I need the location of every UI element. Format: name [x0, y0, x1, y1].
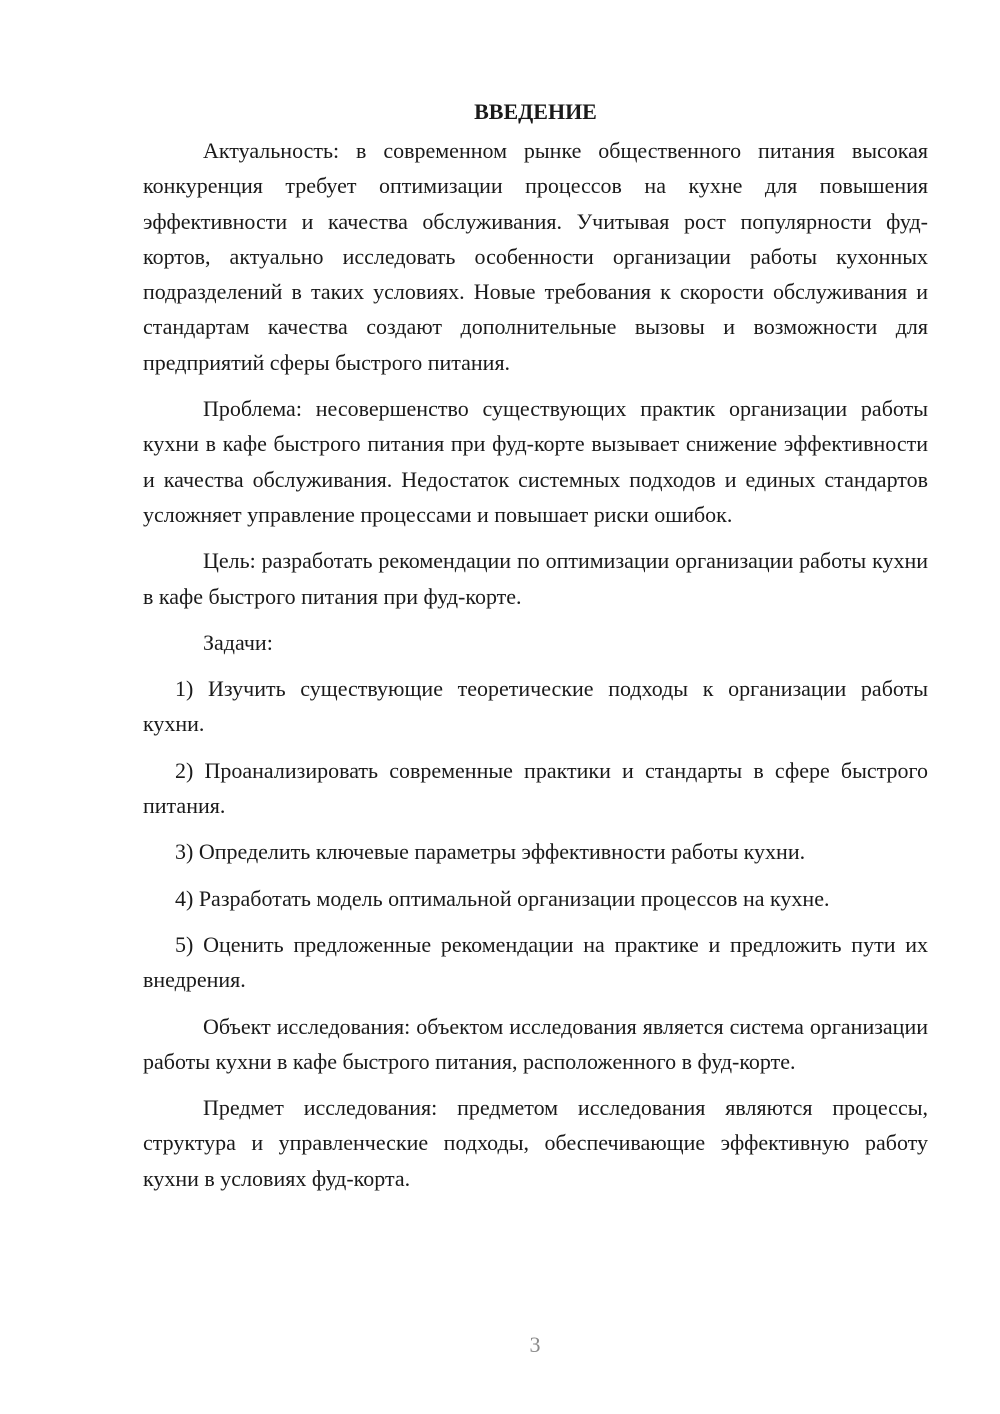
task-item: 5) Оценить предложенные рекомендации на практике и предложить пути их внедрения. [143, 931, 928, 993]
page-content [143, 94, 928, 1207]
task-item: 2) Проанализировать современные практики и стандарты в сфере быстрого питания. [143, 757, 928, 819]
task-item: 3) Определить ключевые параметры эффективности работы кухни. [175, 839, 806, 865]
task-item: 1) Изучить существующие теоретические подходы к организации работы кухни. [143, 676, 928, 737]
section-heading: ВВЕДЕНИЕ [474, 99, 597, 124]
paragraph-problem: Проблема: несовершенство существующих практик организации работы кухни в кафе быстрого питания при фуд-корте вызывает снижение эффективности и качества обслуживания. Недостаток системных подходов и единых стандартов усложняет управление процессами и повышает риски ошибок. [143, 396, 928, 527]
page-number: 3 [529, 1332, 541, 1357]
paragraph-subject: Предмет исследования: предметом исследования являются процессы, структура и управленческие подходы, обеспечивающие эффективную работу кухни в условиях фуд-корта. [143, 1095, 928, 1191]
task-item: 4) Разработать модель оптимальной организации процессов на кухне. [175, 885, 830, 911]
paragraph-relevance: Актуальность: в современном рынке общественного питания высокая конкуренция требует оптимизации процессов на кухне для повышения эффективности и качества обслуживания. Учитывая рост популярности фуд-кортов, актуально исследовать особенности организации работы кухонных подразделений в таких условиях. Новые требования к скорости обслуживания и стандартам качества создают дополнительные вызовы и возможности для предприятий сферы быстрого питания. [143, 138, 928, 375]
paragraph-tasks-label: Задачи: [203, 629, 273, 655]
paragraph-goal: Цель: разработать рекомендации по оптимизации организации работы кухни в кафе быстрого питания при фуд-корте. [143, 548, 928, 609]
paragraph-object: Объект исследования: объектом исследования является система организации работы кухни в кафе быстрого питания, расположенного в фуд-корте. [143, 1013, 928, 1074]
